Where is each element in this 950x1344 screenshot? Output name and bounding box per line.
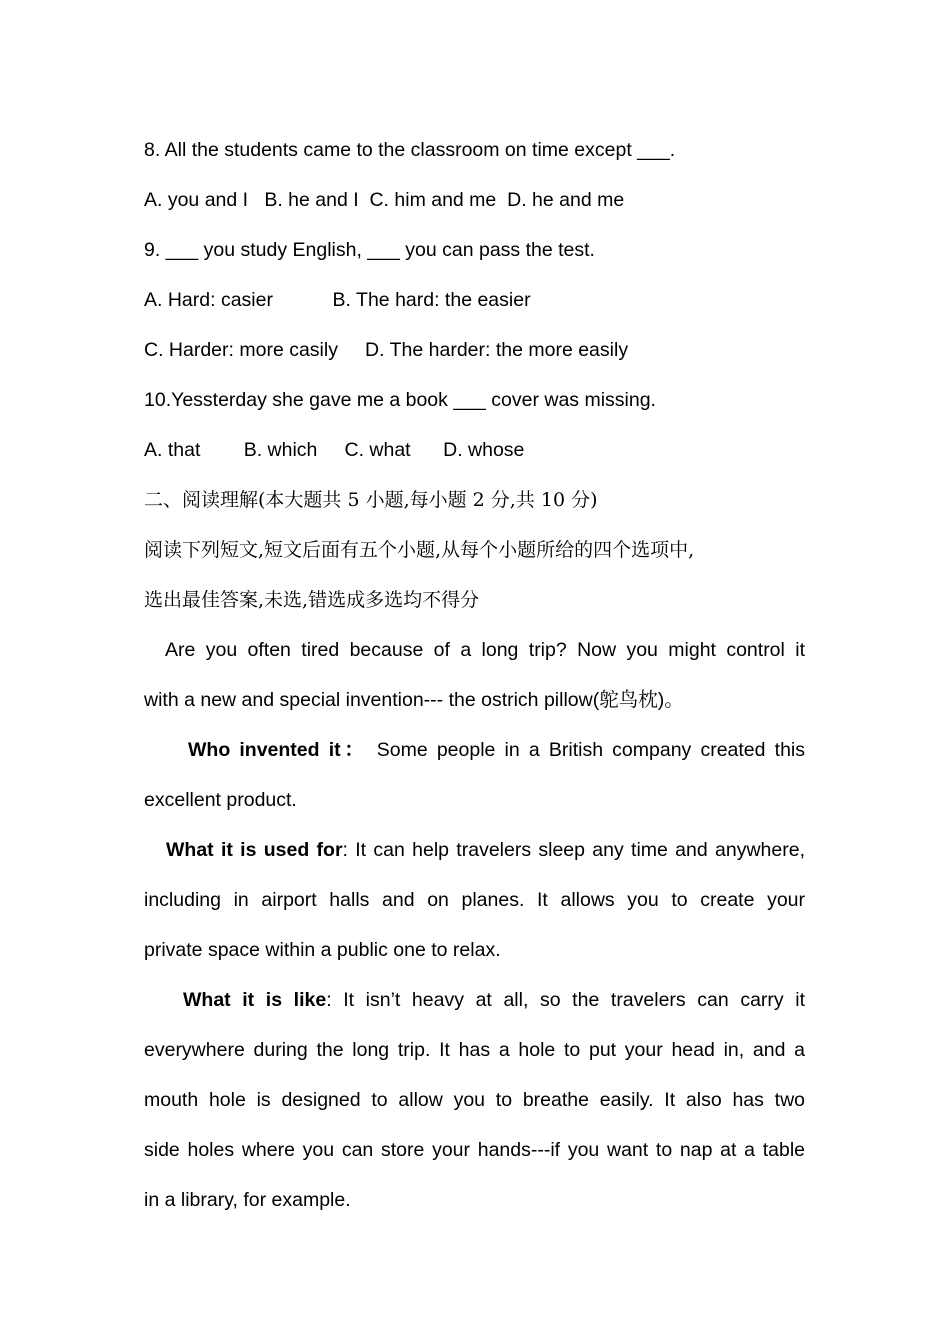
question-10-stem: 10.Yessterday she gave me a book ___ cover was missing. [144, 389, 656, 411]
paragraph-used-for-line2: including in airport halls and on planes. It allows you to create your [144, 889, 805, 911]
who-invented-label: Who invented it： [188, 739, 368, 761]
passage-intro-line2: with a new and special invention--- the ostrich pillow(鸵鸟枕)。 [144, 689, 684, 711]
used-for-text: : It can help travelers sleep any time and anywhere, [342, 839, 805, 861]
paragraph-what-like-line3: mouth hole is designed to allow you to breathe easily. It also has two [144, 1089, 805, 1111]
question-8-options: A. you and I B. he and I C. him and me D. he and me [144, 189, 625, 211]
question-9-stem: 9. ___ you study English, ___ you can pass the test. [144, 239, 595, 261]
used-for-label: What it is used for [166, 839, 343, 861]
section-instruction-line2: 选出最佳答案,未选,错选成多选均不得分 [144, 589, 480, 611]
what-like-label: What it is like [183, 989, 327, 1011]
paragraph-used-for-line3: private space within a public one to relax. [144, 939, 501, 961]
paragraph-who-invented [144, 725, 805, 775]
paragraph-what-like [144, 975, 805, 1025]
paragraph-who-invented-line2: excellent product. [144, 789, 297, 811]
section-heading: 二、阅读理解(本大题共 5 小题,每小题 2 分,共 10 分) [144, 489, 598, 511]
question-9-options-row2: C. Harder: more casily D. The harder: the more easily [144, 339, 629, 361]
question-9-options-row1: A. Hard: casier B. The hard: the easier [144, 289, 531, 311]
paragraph-what-like-line5: in a library, for example. [144, 1189, 351, 1211]
paragraph-what-like-line2: everywhere during the long trip. It has a hole to put your head in, and a [144, 1039, 805, 1061]
document-page [144, 125, 805, 1225]
question-8-stem: 8. All the students came to the classroom on time except ___. [144, 139, 676, 161]
section-instruction-line1: 阅读下列短文,短文后面有五个小题,从每个小题所给的四个选项中, [144, 539, 695, 561]
question-10-options: A. that B. which C. what D. whose [144, 439, 525, 461]
passage-intro-line1: Are you often tired because of a long trip? Now you might control it [165, 639, 805, 661]
paragraph-what-like-line4: side holes where you can store your hands---if you want to nap at a table [144, 1139, 805, 1161]
paragraph-used-for [144, 825, 805, 875]
who-invented-text: Some people in a British company created this [367, 739, 805, 761]
what-like-text: : It isn’t heavy at all, so the travelers can carry it [326, 989, 806, 1011]
